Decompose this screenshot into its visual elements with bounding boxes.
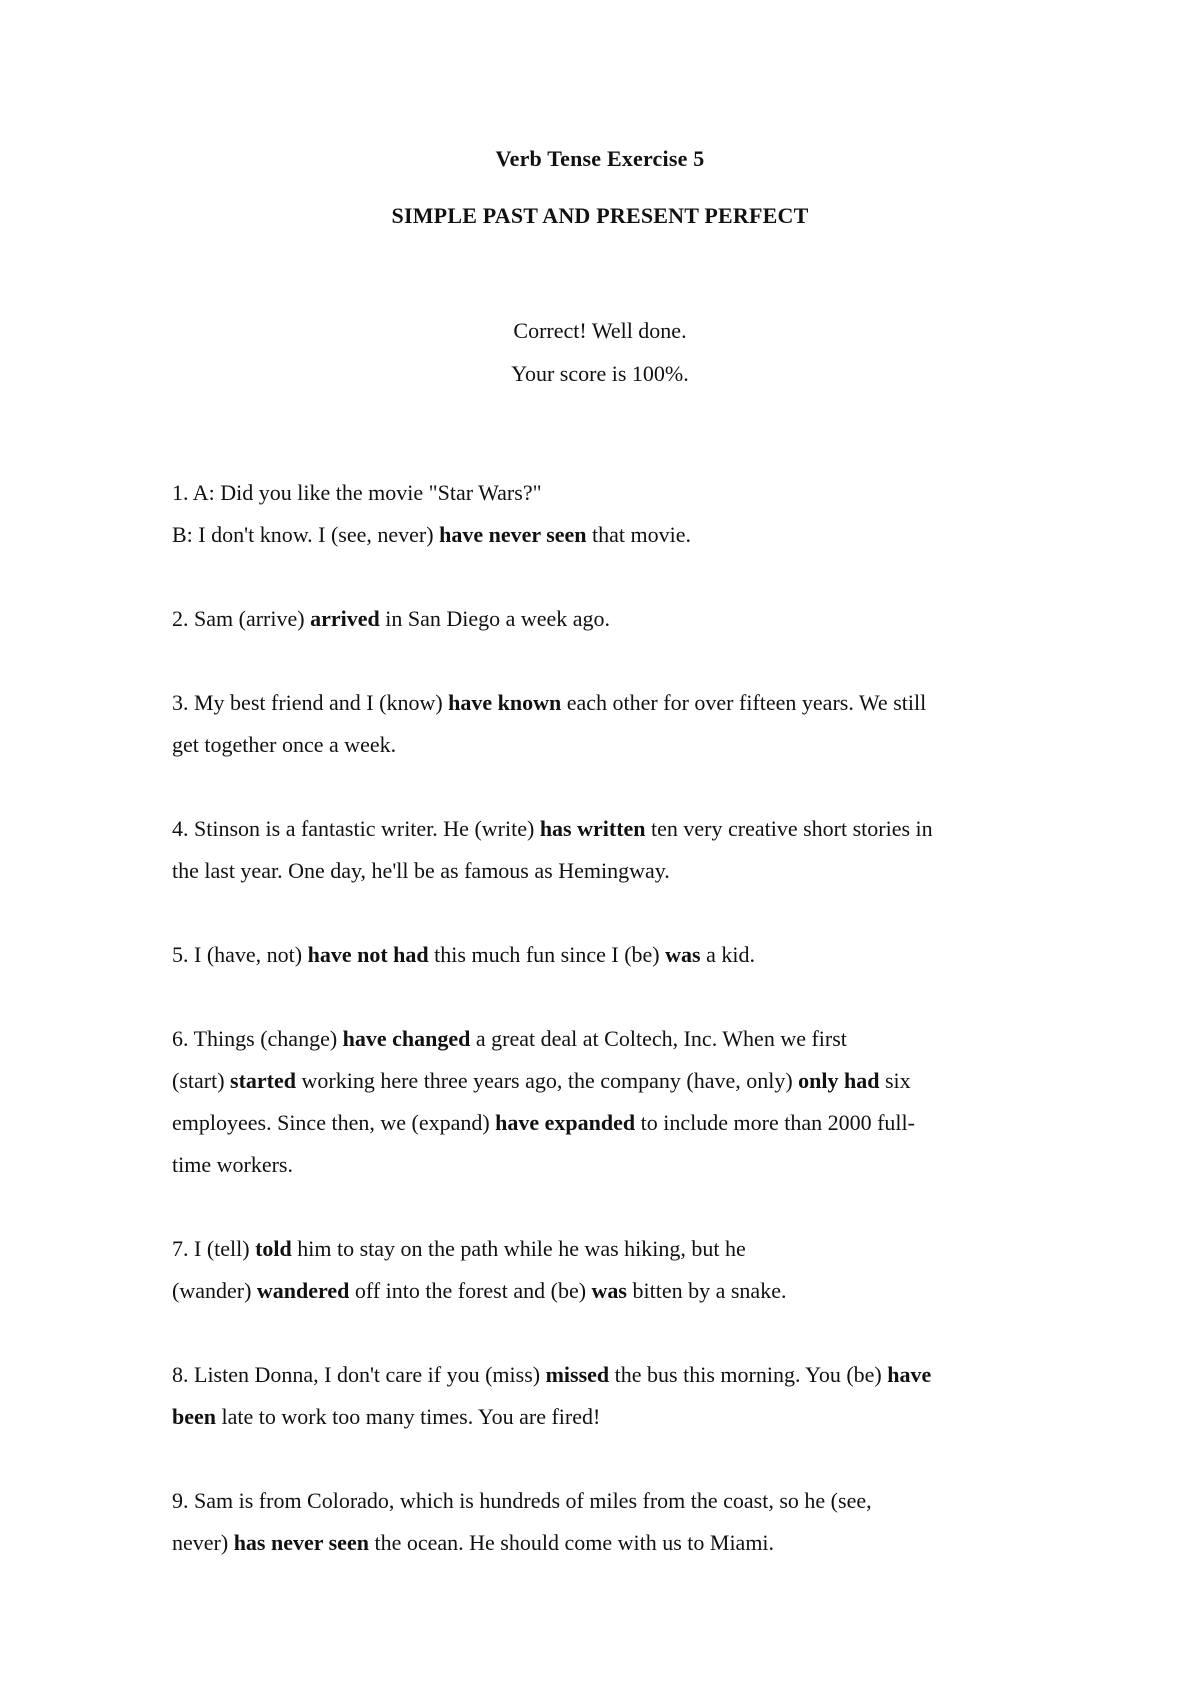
answer-text: has never seen [233,1530,369,1555]
question-7 [172,1228,1052,1312]
question-text: 2. Sam (arrive) [172,606,311,631]
question-text: bitten by a snake. [627,1278,787,1303]
question-text: him to stay on the path while he was hiking, but he [291,1236,746,1261]
question-4 [172,808,1052,892]
question-6 [172,1018,1052,1186]
question-text: working here three years ago, the company (have, only) [296,1068,799,1093]
answer-text: have expanded [495,1110,636,1135]
answer-text: started [230,1068,297,1093]
page-title: Verb Tense Exercise 5 [495,146,705,171]
question-8 [172,1354,1052,1438]
question-line [172,1102,1052,1144]
question-line [172,1018,1052,1060]
question-text: a kid. [700,942,755,967]
answer-text: been [172,1404,216,1429]
answer-text: only had [798,1068,880,1093]
question-text: (wander) [172,1278,257,1303]
question-line [172,1144,1052,1186]
question-line [172,1522,1052,1564]
question-text: the ocean. He should come with us to Miami. [368,1530,775,1555]
question-line [172,934,1052,976]
answer-text: have never seen [439,522,587,547]
question-text: the bus this morning. You (be) [609,1362,888,1387]
answer-text: have [887,1362,932,1387]
question-5 [172,934,1052,976]
question-text: 5. I (have, not) [172,942,308,967]
question-text: 9. Sam is from Colorado, which is hundreds of miles from the coast, so he (see, [172,1488,872,1513]
question-1 [172,472,1052,556]
question-text: in San Diego a week ago. [379,606,611,631]
question-text: employees. Since then, we (expand) [172,1110,496,1135]
question-line [172,1060,1052,1102]
question-text: 6. Things (change) [172,1026,343,1051]
question-text: 1. A: Did you like the movie "Star Wars?" [172,480,542,505]
result-message: Correct! Well done. [513,318,687,343]
answer-text: arrived [310,606,380,631]
question-line [172,682,1052,724]
answer-text: wandered [256,1278,350,1303]
question-line [172,1396,1052,1438]
question-9 [172,1480,1052,1564]
question-text: 3. My best friend and I (know) [172,690,449,715]
answer-text: have known [448,690,562,715]
answer-text: have not had [307,942,429,967]
question-line [172,514,1052,556]
page-subtitle: SIMPLE PAST AND PRESENT PERFECT [391,203,809,228]
score-text: Your score is 100%. [511,361,689,386]
question-line [172,1480,1052,1522]
question-text: to include more than 2000 full- [635,1110,915,1135]
question-text: that movie. [586,522,692,547]
question-line [172,724,1052,766]
question-line [172,1270,1052,1312]
question-text: (start) [172,1068,231,1093]
answer-text: was [591,1278,627,1303]
question-line [172,1354,1052,1396]
question-text: get together once a week. [172,732,397,757]
question-line [172,808,1052,850]
question-text: 4. Stinson is a fantastic writer. He (write) [172,816,540,841]
question-text: ten very creative short stories in [645,816,933,841]
question-text: never) [172,1530,234,1555]
answer-text: was [665,942,701,967]
question-text: the last year. One day, he'll be as famous as Hemingway. [172,858,670,883]
question-text: off into the forest and (be) [349,1278,592,1303]
answer-text: missed [545,1362,610,1387]
question-3 [172,682,1052,766]
question-text: this much fun since I (be) [428,942,666,967]
answer-text: has written [539,816,646,841]
question-line [172,598,1052,640]
question-line [172,1228,1052,1270]
question-text: 8. Listen Donna, I don't care if you (miss) [172,1362,546,1387]
question-text: six [879,1068,911,1093]
question-text: time workers. [172,1152,293,1177]
answer-text: have changed [342,1026,471,1051]
question-text: each other for over fifteen years. We still [561,690,927,715]
question-2 [172,598,1052,640]
question-text: a great deal at Coltech, Inc. When we first [470,1026,847,1051]
question-text: B: I don't know. I (see, never) [172,522,440,547]
question-line [172,472,1052,514]
answer-text: told [255,1236,292,1261]
question-text: late to work too many times. You are fired! [216,1404,601,1429]
question-line [172,850,1052,892]
question-text: 7. I (tell) [172,1236,256,1261]
